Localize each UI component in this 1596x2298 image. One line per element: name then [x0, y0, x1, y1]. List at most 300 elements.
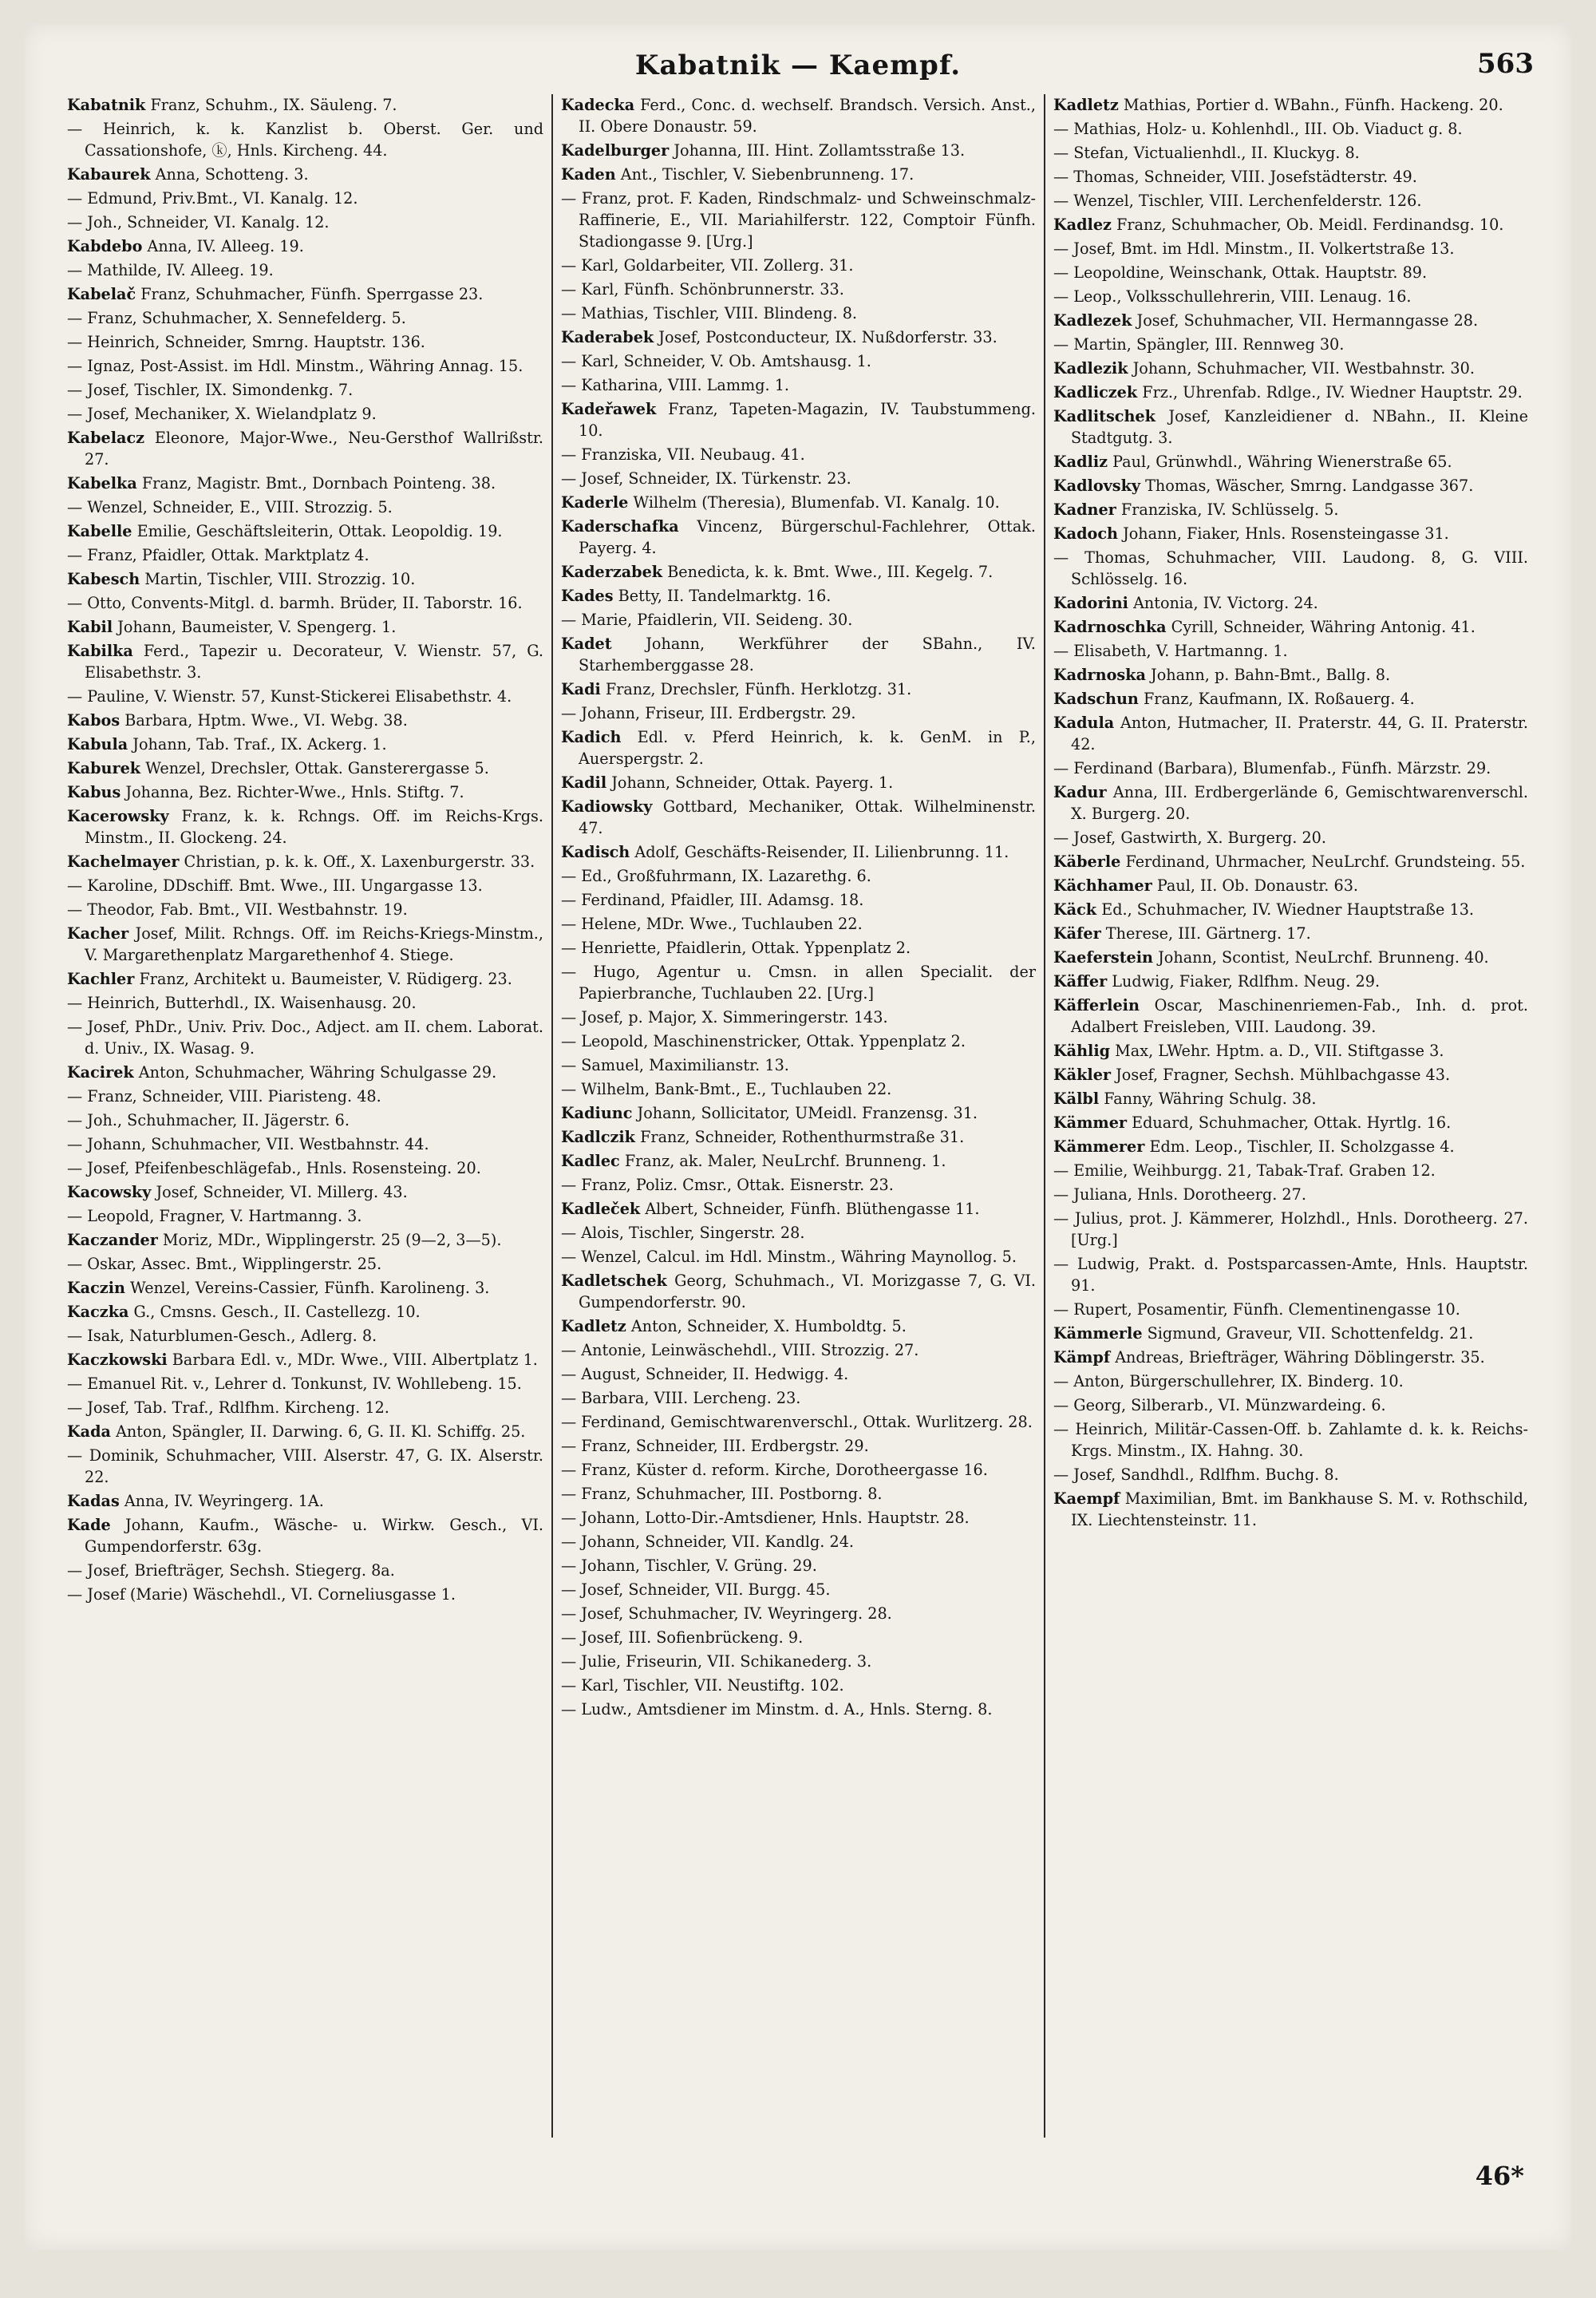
directory-entry [67, 1086, 543, 1107]
entry-details: Franz, Schuhm., IX. Säuleng. 7. [145, 96, 397, 114]
entry-surname: Kadisch [561, 843, 630, 861]
entry-details: — Dominik, Schuhmacher, VIII. Alserstr. 47, G. IX. Alserstr. 22. [67, 1446, 543, 1486]
directory-columns [59, 94, 1537, 2138]
entry-details: Christian, p. k. k. Off., X. Laxenburgerstr. 33. [179, 852, 535, 871]
directory-entry [1053, 1253, 1528, 1296]
entry-details: — Samuel, Maximilianstr. 13. [561, 1056, 789, 1074]
entry-details: Ludwig, Fiaker, Rdlfhm. Neug. 29. [1107, 972, 1381, 991]
directory-entry [1053, 1160, 1528, 1181]
entry-surname: Kaczka [67, 1303, 129, 1321]
entry-details: — Barbara, VIII. Lercheng. 23. [561, 1389, 801, 1407]
directory-entry [561, 1627, 1036, 1648]
entry-surname: Kaczin [67, 1279, 125, 1297]
entry-details: Anna, Schotteng. 3. [150, 165, 309, 184]
entry-surname: Kaempf [1053, 1489, 1120, 1508]
entry-surname: Kabelka [67, 474, 137, 492]
directory-entry [67, 1373, 543, 1394]
entry-details: — Josef, PhDr., Univ. Priv. Doc., Adject. am II. chem. Laborat. d. Univ., IX. Wasag. 9. [67, 1018, 543, 1058]
directory-entry [1053, 238, 1528, 259]
directory-entry [1053, 1088, 1528, 1109]
directory-entry [67, 734, 543, 755]
entry-details: Josef, Fragner, Sechsh. Mühlbachgasse 43. [1111, 1066, 1451, 1084]
entry-details: Franziska, IV. Schlüsselg. 5. [1116, 500, 1339, 519]
directory-entry [561, 1054, 1036, 1076]
directory-entry [1053, 947, 1528, 968]
column-left [59, 94, 551, 2138]
entry-details: Johann, Kaufm., Wäsche- u. Wirkw. Gesch., VI. Gumpendorferstr. 63g. [85, 1516, 543, 1556]
entry-surname: Käberle [1053, 852, 1121, 871]
entry-details: Ferd., Conc. d. wechself. Brandsch. Versich. Anst., II. Obere Donaustr. 59. [579, 96, 1036, 136]
entry-details: — Johann, Lotto-Dir.-Amtsdiener, Hnls. Hauptstr. 28. [561, 1509, 970, 1527]
directory-entry [561, 1363, 1036, 1385]
directory-entry [561, 841, 1036, 863]
entry-surname: Kacowsky [67, 1183, 152, 1201]
entry-surname: Kada [67, 1422, 111, 1441]
directory-entry [1053, 382, 1528, 403]
directory-entry [67, 1062, 543, 1083]
directory-entry [67, 427, 543, 470]
entry-details: Wenzel, Drechsler, Ottak. Gansterergasse 5. [140, 759, 489, 777]
directory-entry [561, 678, 1036, 700]
entry-details: — Katharina, VIII. Lammg. 1. [561, 376, 790, 394]
entry-details: — Anton, Bürgerschullehrer, IX. Binderg. 10. [1053, 1372, 1404, 1390]
directory-entry [561, 326, 1036, 348]
entry-details: Franz, Schneider, Rothenthurmstraße 31. [634, 1128, 965, 1146]
entry-surname: Kählig [1053, 1042, 1111, 1060]
entry-details: Moriz, MDr., Wipplingerstr. 25 (9—2, 3—5). [157, 1231, 502, 1249]
directory-entry [561, 1102, 1036, 1124]
directory-entry [67, 379, 543, 401]
entry-details: — Josef, Schneider, IX. Türkenstr. 23. [561, 469, 851, 488]
entry-details: Anna, IV. Alleeg. 19. [142, 237, 304, 255]
entry-details: Oscar, Maschinenriemen-Fab., Inh. d. prot. Adalbert Freisleben, VIII. Laudong. 39. [1071, 996, 1528, 1036]
entry-details: — Josef, III. Sofienbrückeng. 9. [561, 1628, 804, 1647]
entry-details: Franz, Drechsler, Fünfh. Herklotzg. 31. [600, 680, 912, 698]
entry-details: — Leopold, Fragner, V. Hartmanng. 3. [67, 1207, 362, 1225]
directory-entry [1053, 688, 1528, 710]
entry-surname: Kaderzabek [561, 563, 663, 581]
entry-details: Ferdinand, Uhrmacher, NeuLrchf. Grundsteing. 55. [1120, 852, 1526, 871]
directory-entry [67, 781, 543, 803]
column-middle [551, 94, 1044, 2138]
entry-details: — Ludwig, Prakt. d. Postsparcassen-Amte, Hnls. Hauptstr. 91. [1053, 1255, 1528, 1295]
entry-surname: Kadlitschek [1053, 407, 1156, 425]
entry-details: — Heinrich, Schneider, Smrng. Hauptstr. 136. [67, 333, 425, 351]
entry-details: — Josef, Bmt. im Hdl. Minstm., II. Volkertstraße 13. [1053, 239, 1455, 258]
directory-entry [561, 1555, 1036, 1576]
entry-details: Ferd., Tapezir u. Decorateur, V. Wienstr. 57, G. Elisabethstr. 3. [85, 642, 543, 682]
entry-details: — Heinrich, Militär-Cassen-Off. b. Zahlamte d. k. k. Reichs-Krgs. Minstm., IX. Hahng. 30. [1053, 1420, 1528, 1460]
page-number: 563 [1477, 48, 1534, 80]
entry-details: — Ludw., Amtsdiener im Minstm. d. A., Hnls. Sterng. 8. [561, 1700, 993, 1719]
directory-entry [1053, 899, 1528, 920]
entry-surname: Kaczander [67, 1231, 158, 1249]
directory-entry [1053, 1064, 1528, 1086]
entry-details: Franz, Architekt u. Baumeister, V. Rüdigerg. 23. [134, 970, 512, 988]
entry-surname: Kabatnik [67, 96, 146, 114]
entry-surname: Kabelacz [67, 429, 145, 447]
entry-details: Franz, Schuhmacher, Fünfh. Sperrgasse 23. [136, 285, 484, 303]
directory-entry [561, 1246, 1036, 1268]
directory-entry [561, 726, 1036, 769]
directory-entry [67, 1301, 543, 1323]
directory-entry [67, 1490, 543, 1512]
directory-entry [67, 875, 543, 896]
entry-surname: Kacirek [67, 1063, 134, 1082]
entry-details: — Josef, Tischler, IX. Simondenkg. 7. [67, 381, 354, 399]
directory-entry [67, 1229, 543, 1251]
entry-details: Johann, Tab. Traf., IX. Ackerg. 1. [128, 735, 387, 753]
entry-surname: Kadelburger [561, 141, 670, 160]
directory-entry [1053, 1323, 1528, 1344]
entry-details: Johann, Baumeister, V. Spengerg. 1. [113, 618, 397, 636]
entry-details: — Alois, Tischler, Singerstr. 28. [561, 1224, 805, 1242]
directory-entry [561, 1126, 1036, 1148]
entry-details: — Pauline, V. Wienstr. 57, Kunst-Stickerei Elisabethstr. 4. [67, 687, 512, 706]
entry-details: Antonia, IV. Victorg. 24. [1128, 594, 1318, 612]
entry-surname: Kabelle [67, 522, 132, 540]
directory-entry [561, 1459, 1036, 1481]
directory-entry [561, 865, 1036, 887]
directory-entry [561, 889, 1036, 911]
entry-details: — Karl, Tischler, VII. Neustiftg. 102. [561, 1676, 844, 1695]
directory-entry [1053, 592, 1528, 614]
entry-surname: Kabil [67, 618, 113, 636]
entry-details: G., Cmsns. Gesch., II. Castellezg. 10. [128, 1303, 421, 1321]
directory-entry [1053, 827, 1528, 848]
directory-entry [1053, 712, 1528, 755]
entry-details: — Emanuel Rit. v., Lehrer d. Tonkunst, IV. Wohllebeng. 15. [67, 1374, 522, 1393]
entry-details: — Josef, Schneider, VII. Burgg. 45. [561, 1580, 831, 1599]
directory-entry [561, 772, 1036, 793]
directory-entry [67, 473, 543, 494]
directory-entry [67, 710, 543, 731]
directory-entry [1053, 190, 1528, 212]
directory-entry [561, 1150, 1036, 1172]
entry-details: Johanna, III. Hint. Zollamtsstraße 13. [669, 141, 966, 160]
entry-details: — Julius, prot. J. Kämmerer, Holzhdl., Hnls. Dorotheerg. 27. [Urg.] [1053, 1209, 1528, 1249]
entry-details: Anton, Schneider, X. Humboldtg. 5. [626, 1317, 907, 1335]
entry-details: — Karl, Fünfh. Schönbrunnerstr. 33. [561, 280, 844, 299]
directory-entry [561, 468, 1036, 489]
entry-details: Franz, Magistr. Bmt., Dornbach Pointeng. 38. [136, 474, 496, 492]
entry-surname: Kadorini [1053, 594, 1128, 612]
directory-entry [67, 235, 543, 257]
entry-surname: Kadschun [1053, 690, 1139, 708]
directory-entry [1053, 547, 1528, 590]
entry-details: — Stefan, Victualienhdl., II. Kluckyg. 8. [1053, 144, 1360, 162]
entry-details: Franz, ak. Maler, NeuLrchf. Brunneng. 1. [619, 1152, 946, 1170]
directory-entry [67, 1421, 543, 1442]
entry-details: Johann, Scontist, NeuLrchf. Brunneng. 40. [1153, 948, 1489, 967]
entry-details: — Emilie, Weihburgg. 21, Tabak-Traf. Graben 12. [1053, 1161, 1436, 1180]
entry-details: Johann, Schuhmacher, VII. Westbahnstr. 30. [1128, 359, 1475, 378]
entry-details: Frz., Uhrenfab. Rdlge., IV. Wiedner Hauptstr. 29. [1137, 383, 1523, 401]
entry-surname: Kabilka [67, 642, 133, 660]
directory-entry [67, 1560, 543, 1581]
entry-details: Ant., Tischler, V. Siebenbrunneng. 17. [615, 165, 915, 184]
entry-details: — Johann, Schuhmacher, VII. Westbahnstr. 44. [67, 1135, 429, 1153]
entry-details: Cyrill, Schneider, Währing Antonig. 41. [1166, 618, 1476, 636]
entry-surname: Kämmerle [1053, 1324, 1143, 1343]
running-title: Kabatnik — Kaempf. [634, 49, 962, 81]
entry-details: — Ferdinand (Barbara), Blumenfab., Fünfh. Märzstr. 29. [1053, 759, 1491, 777]
entry-surname: Kadletz [561, 1317, 626, 1335]
entry-surname: Kabaurek [67, 165, 151, 184]
entry-details: — Mathilde, IV. Alleeg. 19. [67, 261, 274, 279]
directory-entry [561, 1387, 1036, 1409]
entry-details: — Josef, Schuhmacher, IV. Weyringerg. 28. [561, 1604, 892, 1623]
entry-details: — Franz, Schuhmacher, III. Postborng. 8. [561, 1485, 883, 1503]
directory-entry [561, 374, 1036, 396]
directory-entry [1053, 1418, 1528, 1461]
entry-surname: Kadleček [561, 1200, 641, 1218]
directory-entry [67, 496, 543, 518]
entry-details: — Leopold, Maschinenstricker, Ottak. Yppenplatz 2. [561, 1032, 966, 1050]
directory-entry [1053, 1394, 1528, 1416]
entry-surname: Käffer [1053, 972, 1108, 991]
entry-surname: Kabelač [67, 285, 136, 303]
entry-details: — Mathias, Holz- u. Kohlenhdl., III. Ob. Viaduct g. 8. [1053, 120, 1463, 138]
entry-details: — Franz, Pfaidler, Ottak. Marktplatz 4. [67, 546, 369, 564]
entry-details: — Franz, Schuhmacher, X. Sennefelderg. 5. [67, 309, 406, 327]
entry-details: — Franz, Poliz. Cmsr., Ottak. Eisnerstr. 23. [561, 1176, 894, 1194]
entry-details: — Marie, Pfaidlerin, VII. Seideng. 30. [561, 611, 853, 629]
directory-entry [67, 283, 543, 305]
directory-entry [561, 633, 1036, 676]
directory-entry [67, 851, 543, 872]
entry-surname: Kadas [67, 1492, 120, 1510]
entry-details: — Martin, Spängler, III. Rennweg 30. [1053, 335, 1345, 354]
entry-surname: Kälbl [1053, 1090, 1100, 1108]
entry-details: — Franz, prot. F. Kaden, Rindschmalz- und Schweinschmalz-Raffinerie, E., VII. Mariahilferstr. 122, Comptoir Fünfh. Stadiongasse 9. [Urg.] [561, 189, 1036, 251]
directory-entry [67, 968, 543, 990]
entry-details: — Franz, Küster d. reform. Kirche, Dorotheergasse 16. [561, 1461, 988, 1479]
directory-entry [1053, 405, 1528, 449]
entry-surname: Kabula [67, 735, 128, 753]
entry-surname: Kaczkowski [67, 1351, 168, 1369]
directory-entry [1053, 358, 1528, 379]
entry-surname: Kadliczek [1053, 383, 1138, 401]
entry-surname: Kabesch [67, 570, 140, 588]
entry-details: Albert, Schneider, Fünfh. Blüthengasse 11. [640, 1200, 980, 1218]
directory-entry [1053, 523, 1528, 544]
directory-entry [67, 1253, 543, 1275]
entry-details: Barbara Edl. v., MDr. Wwe., VIII. Albertplatz 1. [167, 1351, 538, 1369]
entry-surname: Kadrnoska [1053, 666, 1146, 684]
entry-surname: Käfferlein [1053, 996, 1140, 1015]
entry-details: — Ignaz, Post-Assist. im Hdl. Minstm., Währing Annag. 15. [67, 357, 523, 375]
entry-details: Josef, Kanzleidiener d. NBahn., II. Kleine Stadtgutg. 3. [1071, 407, 1528, 447]
directory-entry [561, 164, 1036, 185]
entry-surname: Kade [67, 1516, 111, 1534]
directory-entry [561, 140, 1036, 161]
directory-entry [1053, 616, 1528, 638]
directory-entry [67, 640, 543, 683]
directory-entry [561, 1699, 1036, 1720]
entry-details: — Elisabeth, V. Hartmanng. 1. [1053, 642, 1288, 660]
directory-entry [67, 1205, 543, 1227]
entry-details: Georg, Schuhmach., VI. Morizgasse 7, G. VI. Gumpendorferstr. 90. [579, 1272, 1036, 1311]
directory-entry [561, 1483, 1036, 1505]
entry-details: — Karl, Goldarbeiter, VII. Zollerg. 31. [561, 256, 854, 275]
entry-details: — Josef, Briefträger, Sechsh. Stiegerg. 8a. [67, 1561, 395, 1580]
entry-details: — Josef, Sandhdl., Rdlfhm. Buchg. 8. [1053, 1465, 1339, 1484]
entry-surname: Kadula [1053, 714, 1115, 732]
directory-entry [1053, 214, 1528, 235]
directory-entry [1053, 1112, 1528, 1133]
entry-details: — Antonie, Leinwäschehdl., VIII. Strozzig. 27. [561, 1341, 919, 1359]
entry-details: — Leop., Volksschullehrerin, VIII. Lenaug. 16. [1053, 287, 1412, 306]
entry-surname: Kämmer [1053, 1113, 1128, 1132]
directory-entry [561, 1222, 1036, 1244]
entry-details: — Heinrich, k. k. Kanzlist b. Oberst. Ger. und Cassationshofe, ⓚ, Hnls. Kircheng. 44. [67, 120, 543, 160]
entry-surname: Kachler [67, 970, 135, 988]
directory-entry [1053, 499, 1528, 520]
directory-entry [67, 188, 543, 209]
directory-entry [67, 1109, 543, 1131]
directory-entry [561, 585, 1036, 607]
directory-entry [1053, 851, 1528, 872]
entry-surname: Kämpf [1053, 1348, 1111, 1367]
entry-details: Edm. Leop., Tischler, II. Scholzgasse 4. [1144, 1137, 1455, 1156]
directory-entry [561, 1339, 1036, 1361]
entry-details: — Otto, Convents-Mitgl. d. barmh. Brüder, II. Taborstr. 16. [67, 594, 523, 612]
entry-details: — Thomas, Schuhmacher, VIII. Laudong. 8, G. VIII. Schlösselg. 16. [1053, 548, 1528, 588]
directory-entry [561, 1007, 1036, 1028]
entry-surname: Kadletschek [561, 1272, 667, 1290]
entry-details: — Henriette, Pfaidlerin, Ottak. Yppenplatz 2. [561, 939, 911, 957]
entry-details: — Karoline, DDschiff. Bmt. Wwe., III. Ungargasse 13. [67, 876, 483, 895]
entry-details: — Karl, Schneider, V. Ob. Amtshausg. 1. [561, 352, 871, 370]
entry-surname: Kadlec [561, 1152, 620, 1170]
entry-surname: Kämmerer [1053, 1137, 1145, 1156]
entry-surname: Kadur [1053, 783, 1107, 801]
directory-entry [561, 937, 1036, 959]
directory-entry [67, 1277, 543, 1299]
directory-entry [561, 702, 1036, 724]
entry-surname: Kadlczik [561, 1128, 635, 1146]
directory-entry [1053, 142, 1528, 164]
entry-details: — Franz, Schneider, III. Erdbergstr. 29. [561, 1437, 869, 1455]
directory-entry [67, 164, 543, 185]
entry-surname: Kabdebo [67, 237, 143, 255]
directory-entry [1053, 94, 1528, 116]
directory-entry [67, 992, 543, 1014]
directory-entry [561, 1675, 1036, 1696]
entry-surname: Kadlovsky [1053, 477, 1141, 495]
directory-entry [1053, 1347, 1528, 1368]
directory-entry [1053, 1464, 1528, 1485]
directory-entry [561, 1579, 1036, 1600]
directory-entry [1053, 1370, 1528, 1392]
directory-entry [67, 1181, 543, 1203]
directory-entry [561, 561, 1036, 583]
column-right [1044, 94, 1536, 2138]
entry-details: — Wenzel, Tischler, VIII. Lerchenfelderstr. 126. [1053, 192, 1422, 210]
entry-details: Eleonore, Major-Wwe., Neu-Gersthof Wallrißstr. 27. [85, 429, 543, 469]
entry-details: Anna, III. Erdbergerlände 6, Gemischtwarenverschl. X. Burgerg. 20. [1071, 783, 1528, 823]
directory-entry [561, 609, 1036, 631]
entry-details: Mathias, Portier d. WBahn., Fünfh. Hackeng. 20. [1118, 96, 1503, 114]
directory-entry [1053, 1136, 1528, 1157]
entry-surname: Kaden [561, 165, 616, 184]
entry-surname: Kadlez [1053, 216, 1112, 234]
entry-surname: Kadeřawek [561, 400, 657, 418]
entry-details: — Josef (Marie) Wäschehdl., VI. Corneliusgasse 1. [67, 1585, 456, 1604]
entry-details: Max, LWehr. Hptm. a. D., VII. Stiftgasse 3. [1110, 1042, 1444, 1060]
entry-details: — Josef, Pfeifenbeschlägefab., Hnls. Rosensteing. 20. [67, 1159, 481, 1177]
directory-entry [561, 492, 1036, 513]
entry-details: Anton, Hutmacher, II. Praterstr. 44, G. II. Praterstr. 42. [1071, 714, 1528, 753]
entry-surname: Kadlezik [1053, 359, 1128, 378]
directory-entry [561, 1651, 1036, 1672]
entry-surname: Käck [1053, 900, 1097, 919]
directory-entry [561, 94, 1036, 137]
entry-surname: Kadi [561, 680, 601, 698]
entry-details: — Georg, Silberarb., VI. Münzwardeing. 6. [1053, 1396, 1386, 1414]
directory-entry [561, 516, 1036, 559]
directory-entry [1053, 875, 1528, 896]
entry-details: Johann, Schneider, Ottak. Payerg. 1. [606, 773, 894, 792]
entry-details: — Ferdinand, Gemischtwarenverschl., Ottak. Wurlitzerg. 28. [561, 1413, 1033, 1431]
entry-surname: Kadiowsky [561, 797, 653, 816]
entry-details: — Helene, MDr. Wwe., Tuchlauben 22. [561, 915, 863, 933]
entry-details: Josef, Milit. Rchngs. Off. im Reichs-Kriegs-Minstm., V. Margarethenplatz Margarethenhof 4. Stiege. [85, 924, 543, 964]
directory-entry [561, 1315, 1036, 1337]
entry-details: Adolf, Geschäfts-Reisender, II. Lilienbrunng. 11. [630, 843, 1009, 861]
entry-details: Therese, III. Gärtnerg. 17. [1100, 924, 1311, 943]
directory-entry [561, 796, 1036, 839]
directory-entry [561, 913, 1036, 935]
directory-entry [561, 188, 1036, 252]
directory-entry [67, 923, 543, 966]
entry-details: — Franziska, VII. Neubaug. 41. [561, 445, 805, 464]
directory-entry [67, 757, 543, 779]
directory-entry [1053, 475, 1528, 496]
directory-entry [1053, 1299, 1528, 1320]
entry-details: Anton, Schuhmacher, Währing Schulgasse 29. [133, 1063, 497, 1082]
entry-surname: Kaderle [561, 493, 629, 512]
entry-surname: Kadiunc [561, 1104, 633, 1122]
entry-details: — Julie, Friseurin, VII. Schikanederg. 3. [561, 1652, 872, 1671]
entry-details: — Mathias, Tischler, VIII. Blindeng. 8. [561, 304, 858, 322]
entry-surname: Kaderschafka [561, 517, 679, 536]
directory-entry [67, 331, 543, 353]
entry-details: — Heinrich, Butterhdl., IX. Waisenhausg. 20. [67, 994, 417, 1012]
entry-details: Josef, Schuhmacher, VII. Hermanngasse 28. [1132, 311, 1479, 330]
directory-entry [67, 899, 543, 920]
directory-entry [1053, 1040, 1528, 1062]
entry-surname: Kabus [67, 783, 121, 801]
entry-surname: Kadlezek [1053, 311, 1132, 330]
page-header [56, 42, 1540, 89]
directory-entry [561, 279, 1036, 300]
directory-entry [561, 1435, 1036, 1457]
directory-entry [67, 544, 543, 566]
directory-entry [67, 1325, 543, 1347]
entry-details: Eduard, Schuhmacher, Ottak. Hyrtlg. 16. [1127, 1113, 1452, 1132]
entry-details: Johanna, Bez. Richter-Wwe., Hnls. Stiftg. 7. [120, 783, 464, 801]
entry-details: — Edmund, Priv.Bmt., VI. Kanalg. 12. [67, 189, 358, 208]
directory-entry [1053, 1208, 1528, 1251]
entry-details: — Johann, Schneider, VII. Kandlg. 24. [561, 1533, 854, 1551]
entry-surname: Käfer [1053, 924, 1101, 943]
directory-entry [561, 1411, 1036, 1433]
directory-entry [67, 307, 543, 329]
entry-details: Emilie, Geschäftsleiterin, Ottak. Leopoldig. 19. [132, 522, 503, 540]
entry-details: — Josef, Tab. Traf., Rdlfhm. Kircheng. 12. [67, 1398, 389, 1417]
